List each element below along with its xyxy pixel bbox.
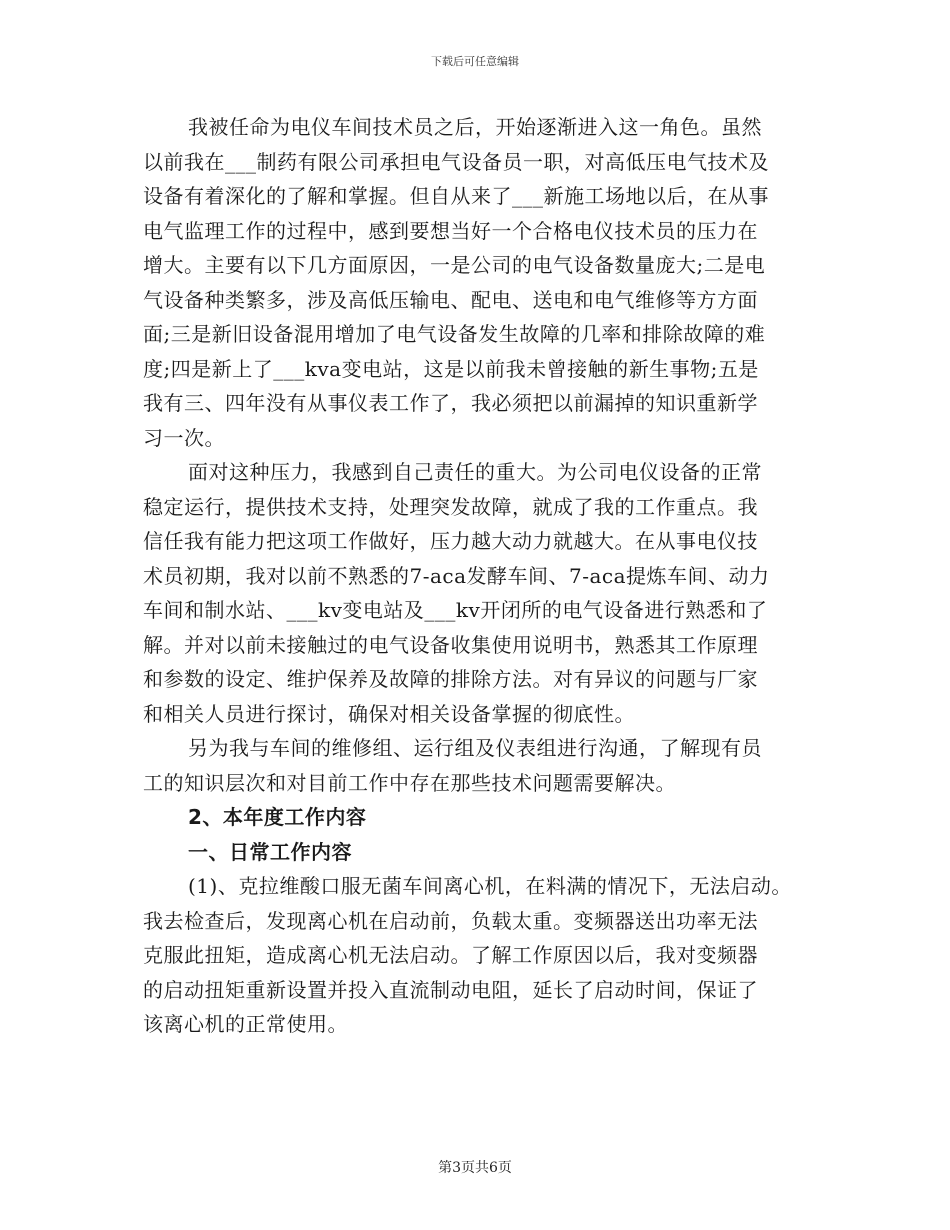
text-line: 车间和制水站、___kv变电站及___kv开闭所的电气设备进行熟悉和了 xyxy=(143,598,768,622)
text-line: 和参数的设定、维护保养及故障的排除方法。对有异议的问题与厂家 xyxy=(143,667,758,691)
subsection-heading: 一、日常工作内容 xyxy=(188,839,352,864)
paragraph-3 xyxy=(143,731,843,800)
text-line: 工的知识层次和对目前工作中存在那些技术问题需要解决。 xyxy=(143,770,676,795)
work-item-1 xyxy=(143,869,843,1042)
text-line: 我有三、四年没有从事仪表工作了，我必须把以前漏掉的知识重新学 xyxy=(143,391,758,415)
text-line: 该离心机的正常使用。 xyxy=(143,1012,348,1036)
text-line: 增大。主要有以下几方面原因，一是公司的电气设备数量庞大;二是电 xyxy=(143,253,766,277)
document-body xyxy=(143,110,843,1042)
text-line: 稳定运行，提供技术支持，处理突发故障，就成了我的工作重点。我 xyxy=(143,494,758,519)
page-header: 下载后可任意编辑 xyxy=(431,55,519,68)
text-line: 解。并对以前未接触过的电气设备收集使用说明书，熟悉其工作原理 xyxy=(143,632,758,657)
section-heading: 2、本年度工作内容 xyxy=(188,805,367,829)
text-line: 我去检查后，发现离心机在启动前，负载太重。变频器送出功率无法 xyxy=(143,908,758,933)
text-line: 面;三是新旧设备混用增加了电气设备发生故障的几率和排除故障的难 xyxy=(143,322,766,346)
text-line: 以前我在___制药有限公司承担电气设备员一职，对高低压电气技术及 xyxy=(143,149,769,174)
text-line: 和相关人员进行探讨，确保对相关设备掌握的彻底性。 xyxy=(143,701,635,726)
text-line: 的启动扭矩重新设置并投入直流制动电阻，延长了启动时间，保证了 xyxy=(143,977,758,1002)
text-line: 另为我与车间的维修组、运行组及仪表组进行沟通，了解现有员 xyxy=(188,736,762,760)
paragraph-1 xyxy=(143,110,843,455)
text-line: 克服此扭矩，造成离心机无法启动。了解工作原因以后，我对变频器 xyxy=(143,943,758,967)
paragraph-2 xyxy=(143,455,843,731)
text-line: 面对这种压力，我感到自己责任的重大。为公司电仪设备的正常 xyxy=(188,460,762,484)
text-line: 度;四是新上了___kva变电站，这是以前我未曾接触的新生事物;五是 xyxy=(143,356,759,381)
text-line: 设备有着深化的了解和掌握。但自从来了___新施工场地以后，在从事 xyxy=(143,184,769,208)
page-footer: 第3页共6页 xyxy=(438,1160,512,1176)
text-line: 气设备种类繁多，涉及高低压输电、配电、送电和电气维修等方方面 xyxy=(143,287,758,312)
text-line: 我被任命为电仪车间技术员之后，开始逐渐进入这一角色。虽然 xyxy=(188,115,762,139)
text-line: (1)、克拉维酸口服无菌车间离心机，在料满的情况下，无法启动。 xyxy=(188,874,792,898)
text-line: 电气监理工作的过程中，感到要想当好一个合格电仪技术员的压力在 xyxy=(143,218,758,243)
text-line: 信任我有能力把这项工作做好，压力越大动力就越大。在从事电仪技 xyxy=(143,529,758,553)
text-line: 术员初期，我对以前不熟悉的7-aca发酵车间、7-aca提炼车间、动力 xyxy=(143,563,770,588)
text-line: 习一次。 xyxy=(143,425,225,450)
